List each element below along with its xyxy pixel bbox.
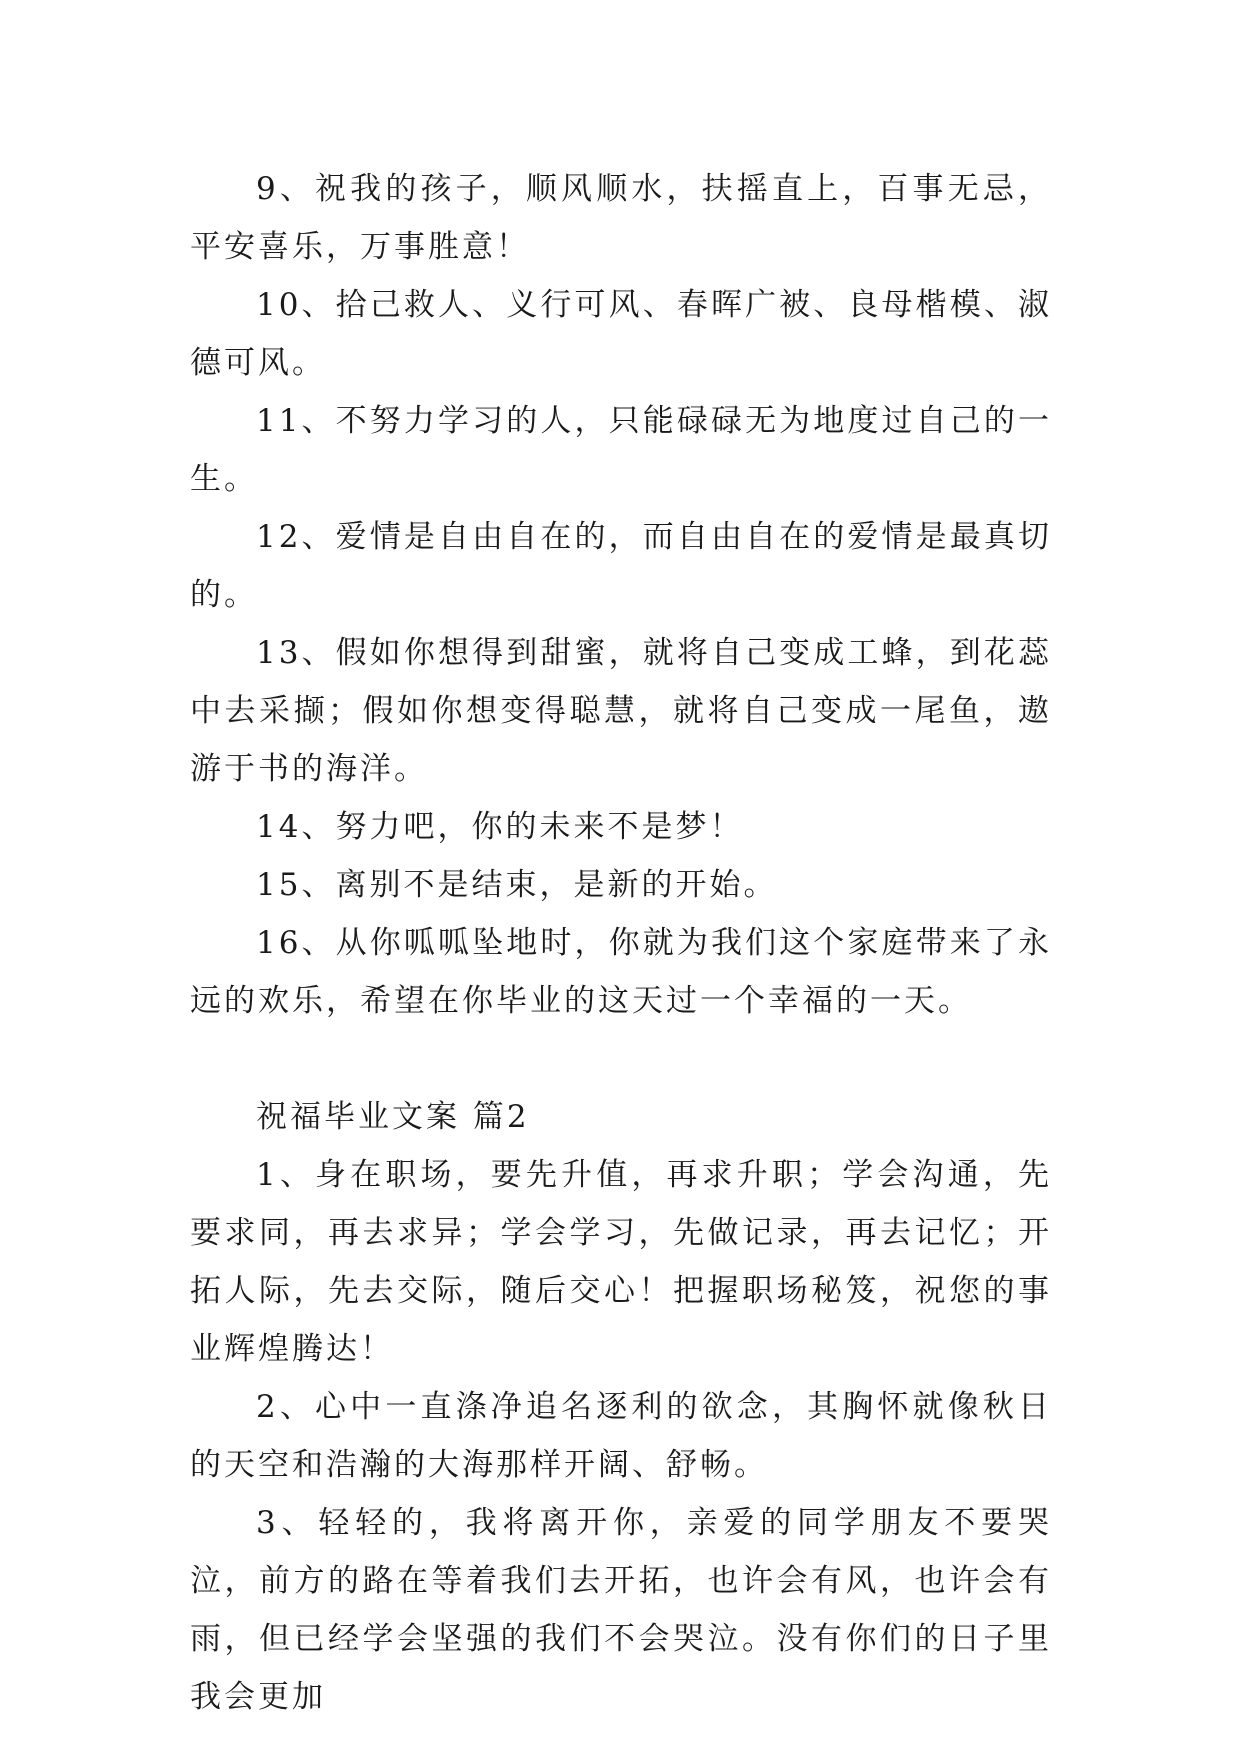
paragraph-15: 15、离别不是结束，是新的开始。 bbox=[256, 867, 778, 903]
paragraph-10: 10、拾己救人、义行可风、春晖广被、良母楷模、淑德可风。 bbox=[190, 287, 1052, 381]
document-body bbox=[190, 160, 1052, 1726]
paragraph-13: 13、假如你想得到甜蜜，就将自己变成工蜂，到花蕊中去采撷；假如你想变得聪慧，就将自己变成一尾鱼，遨游于书的海洋。 bbox=[190, 635, 1052, 787]
section2-paragraph-3: 3、轻轻的，我将离开你，亲爱的同学朋友不要哭泣，前方的路在等着我们去开拓，也许会有风，也许会有雨，但已经学会坚强的我们不会哭泣。没有你们的日子里我会更加 bbox=[190, 1505, 1052, 1715]
section2-paragraph-2: 2、心中一直涤净追名逐利的欲念，其胸怀就像秋日的天空和浩瀚的大海那样开阔、舒畅。 bbox=[190, 1389, 1052, 1483]
paragraph-12: 12、爱情是自由自在的，而自由自在的爱情是最真切的。 bbox=[190, 519, 1052, 613]
paragraph-11: 11、不努力学习的人，只能碌碌无为地度过自己的一生。 bbox=[190, 403, 1052, 497]
section2-paragraph-1: 1、身在职场，要先升值，再求升职；学会沟通，先要求同，再去求异；学会学习，先做记录，再去记忆；开拓人际，先去交际，随后交心！把握职场秘笈，祝您的事业辉煌腾达！ bbox=[190, 1157, 1052, 1367]
paragraph-9: 9、祝我的孩子，顺风顺水，扶摇直上，百事无忌，平安喜乐，万事胜意！ bbox=[190, 171, 1052, 265]
paragraph-16: 16、从你呱呱坠地时，你就为我们这个家庭带来了永远的欢乐，希望在你毕业的这天过一个幸福的一天。 bbox=[190, 925, 1052, 1019]
paragraph-14: 14、努力吧，你的未来不是梦！ bbox=[256, 809, 744, 845]
section-title: 祝福毕业文案 篇2 bbox=[256, 1099, 530, 1135]
